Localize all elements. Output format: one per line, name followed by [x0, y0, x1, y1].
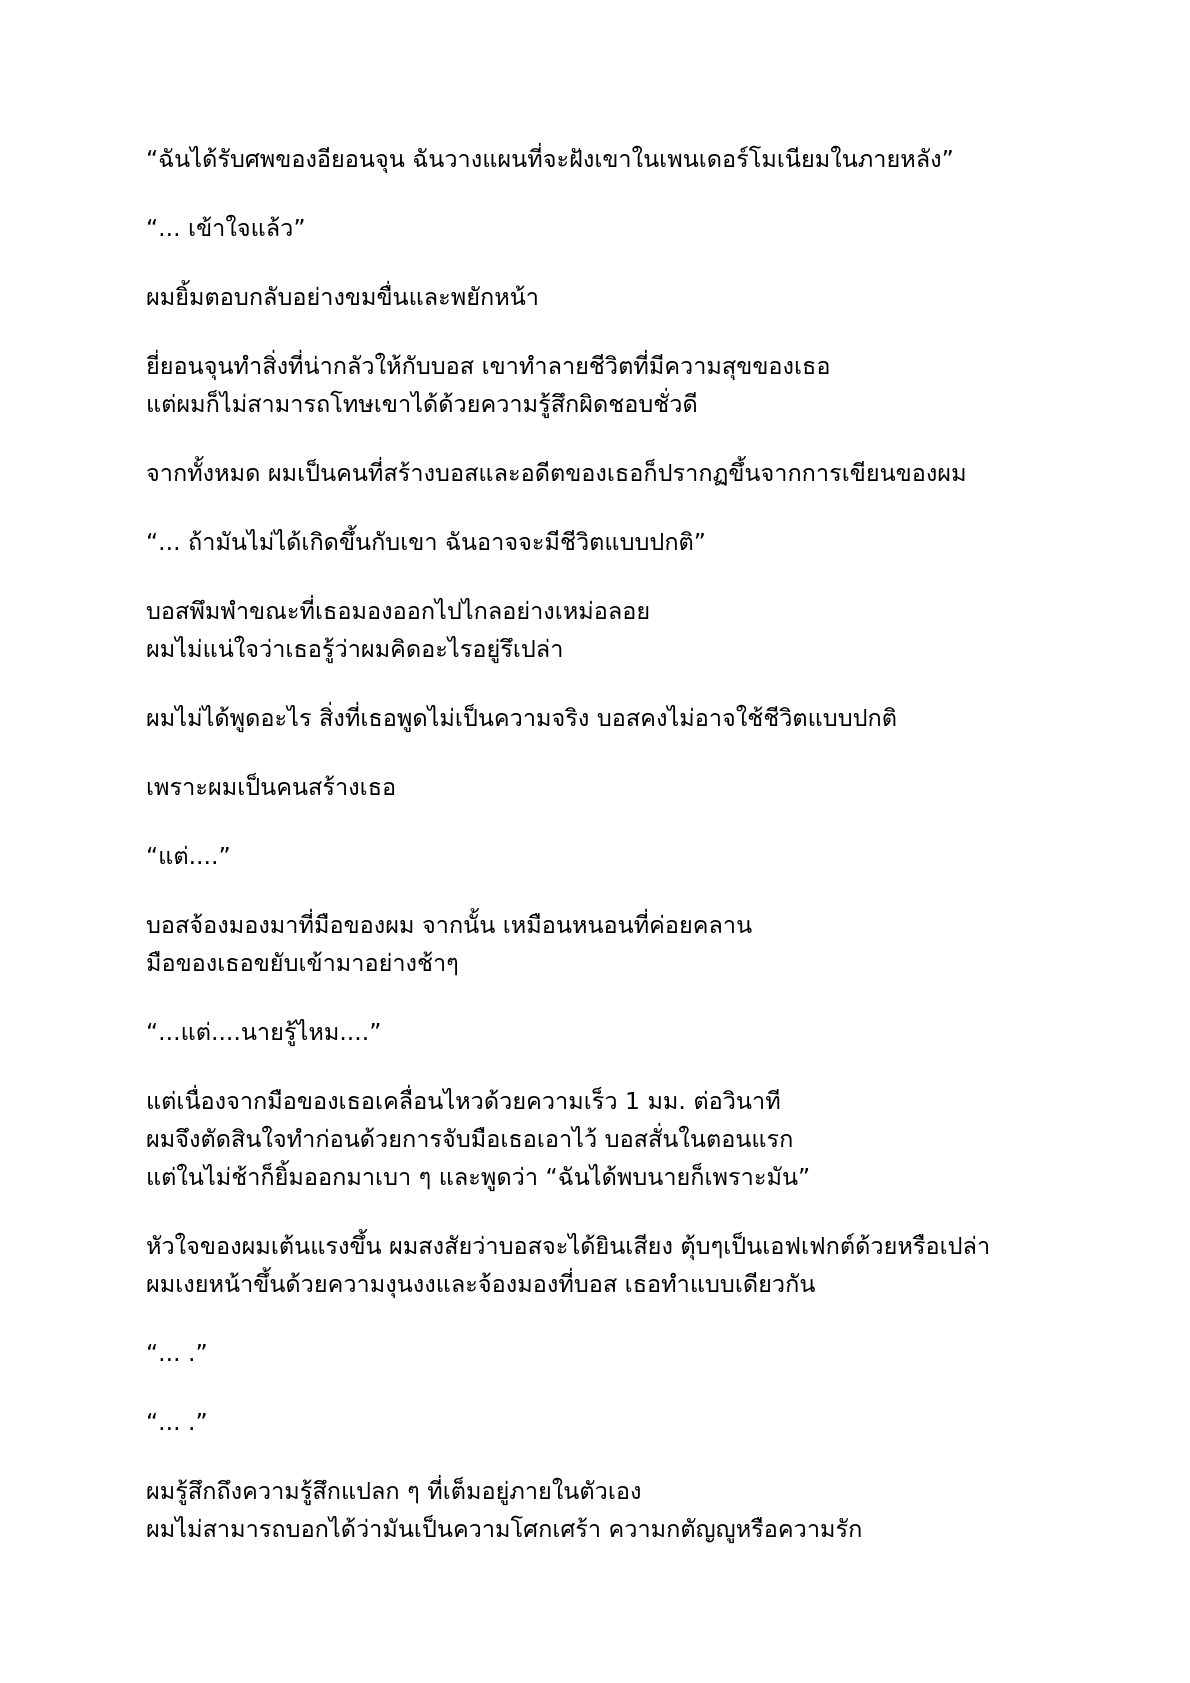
paragraph [146, 1013, 1086, 1051]
paragraph [146, 768, 1086, 806]
paragraph-line: บอสพึมพำขณะที่เธอมองออกไปไกลอย่างเหม่อลอย [146, 597, 651, 625]
paragraph [146, 209, 1086, 247]
paragraph-line: ผมยิ้มตอบกลับอย่างขมขื่นและพยักหน้า [146, 283, 540, 311]
paragraph-line: ผมจึงตัดสินใจทำก่อนด้วยการจับมือเธอเอาไว้ บอสสั่นในตอนแรก [146, 1125, 794, 1153]
paragraph [146, 1472, 1086, 1548]
paragraph [146, 837, 1086, 875]
paragraph [146, 592, 1086, 668]
paragraph-line: มือของเธอขยับเข้ามาอย่างช้าๆ [146, 949, 459, 977]
paragraph [146, 1082, 1086, 1196]
paragraph-line: “... ถ้ามันไม่ได้เกิดขึ้นกับเขา ฉันอาจจะมีชีวิตแบบปกติ” [146, 528, 706, 556]
paragraph-line: แต่ในไม่ช้าก็ยิ้มออกมาเบา ๆ และพูดว่า “ฉันได้พบนายก็เพราะมัน” [146, 1163, 811, 1191]
paragraph [146, 140, 1086, 178]
paragraph-line: ผมเงยหน้าขึ้นด้วยความงุนงงและจ้องมองที่บอส เธอทำแบบเดียวกัน [146, 1270, 816, 1298]
paragraph-line: จากทั้งหมด ผมเป็นคนที่สร้างบอสและอดีตของเธอก็ปรากฏขึ้นจากการเขียนของผม [146, 459, 967, 487]
paragraph-line: “... .” [146, 1408, 208, 1436]
paragraph [146, 454, 1086, 492]
paragraph-line: ผมไม่สามารถบอกได้ว่ามันเป็นความโศกเศร้า ความกตัญญูหรือความรัก [146, 1515, 863, 1543]
paragraph [146, 906, 1086, 982]
paragraph-line: ยี่ยอนจุนทำสิ่งที่น่ากลัวให้กับบอส เขาทำลายชีวิตที่มีความสุขของเธอ [146, 352, 831, 380]
document-body [146, 140, 1086, 1579]
paragraph-line: “... .” [146, 1339, 208, 1367]
paragraph-line: บอสจ้องมองมาที่มือของผม จากนั้น เหมือนหนอนที่ค่อยคลาน [146, 911, 753, 939]
paragraph-line: หัวใจของผมเต้นแรงขึ้น ผมสงสัยว่าบอสจะได้ยินเสียง ตุ้บๆเป็นเอฟเฟกต์ด้วยหรือเปล่า [146, 1232, 991, 1260]
paragraph [146, 699, 1086, 737]
paragraph-line: เพราะผมเป็นคนสร้างเธอ [146, 773, 397, 801]
paragraph-line: แต่ผมก็ไม่สามารถโทษเขาได้ด้วยความรู้สึกผิดชอบชั่วดี [146, 390, 698, 418]
paragraph [146, 278, 1086, 316]
paragraph [146, 1227, 1086, 1303]
paragraph-line: ผมรู้สึกถึงความรู้สึกแปลก ๆ ที่เต็มอยู่ภายในตัวเอง [146, 1477, 642, 1505]
paragraph [146, 347, 1086, 423]
paragraph-line: ผมไม่แน่ใจว่าเธอรู้ว่าผมคิดอะไรอยู่รึเปล่า [146, 635, 564, 663]
paragraph [146, 1403, 1086, 1441]
paragraph-line: “ฉันได้รับศพของอียอนจุน ฉันวางแผนที่จะฝังเขาในเพนเดอร์โมเนียมในภายหลัง” [146, 145, 954, 173]
paragraph-line: ผมไม่ได้พูดอะไร สิ่งที่เธอพูดไม่เป็นความจริง บอสคงไม่อาจใช้ชีวิตแบบปกติ [146, 704, 898, 732]
paragraph [146, 1334, 1086, 1372]
paragraph-line: “...แต่....นายรู้ไหม....” [146, 1018, 382, 1046]
paragraph-line: “แต่....” [146, 842, 231, 870]
paragraph [146, 523, 1086, 561]
paragraph-line: “... เข้าใจแล้ว” [146, 214, 306, 242]
paragraph-line: แต่เนื่องจากมือของเธอเคลื่อนไหวด้วยความเร็ว 1 มม. ต่อวินาที [146, 1087, 781, 1115]
